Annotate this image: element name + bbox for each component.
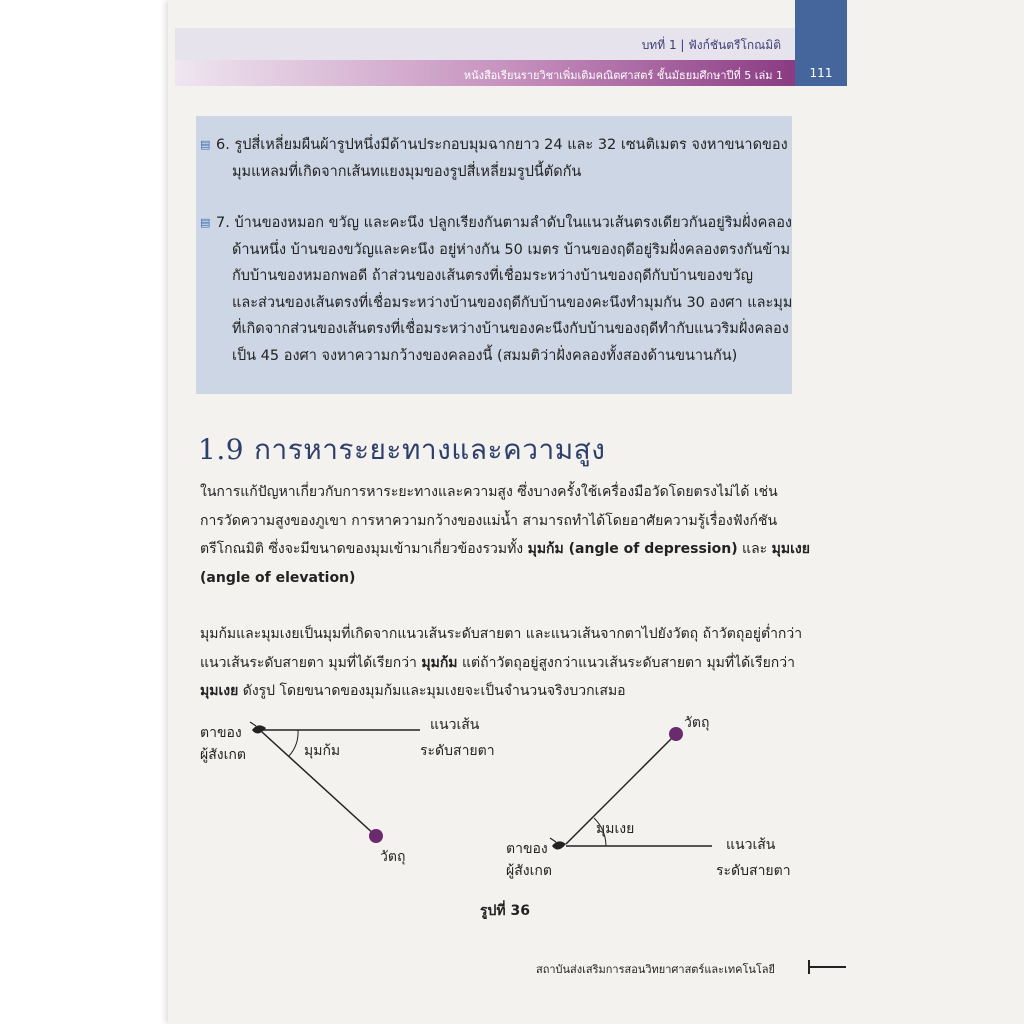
text-span: ดังรูป โดยขนาดของมุมก้มและมุมเงยจะเป็นจำนวนจริงบวกเสมอ	[238, 683, 626, 699]
right-line-label-1: แนวเส้น	[726, 837, 776, 853]
left-eye-icon	[250, 722, 266, 734]
left-object-dot	[369, 829, 383, 843]
elevation-angle-label: มุมเงย	[596, 821, 635, 837]
right-eye-label-2: ผู้สังเกต	[506, 863, 552, 879]
left-line-label-1: แนวเส้น	[430, 717, 480, 733]
footer-line	[808, 966, 846, 968]
computer-icon: ▤	[200, 138, 211, 151]
computer-icon: ▤	[200, 216, 211, 229]
paragraph-1-line-2: การวัดความสูงของภูเขา การหาความกว้างของแม่น้ำ สามารถทำได้โดยอาศัยความรู้เรื่องฟังก์ชัน	[200, 512, 778, 529]
term-elevation: มุมเงย	[771, 541, 810, 557]
term-elevation-en: (angle of elevation)	[200, 569, 356, 586]
term-elevation: มุมเงย	[200, 683, 239, 699]
exercise-7-line-1: 7. บ้านของหมอก ขวัญ และคะนึง ปลูกเรียงกันตามลำดับในแนวเส้นตรงเดียวกันอยู่ริมฝั่งคลอง	[216, 215, 792, 231]
left-eye-label-1: ตาของ	[200, 725, 242, 741]
text-span: แต่ถ้าวัตถุอยู่สูงกว่าแนวเส้นระดับสายตา มุมที่ได้เรียกว่า	[457, 654, 795, 671]
right-eye-label-1: ตาของ	[506, 841, 548, 857]
exercise-7-line-3: กับบ้านของหมอกพอดี ถ้าส่วนของเส้นตรงที่เชื่อมระหว่างบ้านของฤดีกับบ้านของขวัญ	[232, 268, 753, 284]
section-number: 1.9	[198, 433, 245, 466]
exercise-6-line-1: 6. รูปสี่เหลี่ยมผืนผ้ารูปหนึ่งมีด้านประกอบมุมฉากยาว 24 และ 32 เซนติเมตร จงหาขนาดของ	[216, 137, 788, 153]
footer-publisher: สถาบันส่งเสริมการสอนวิทยาศาสตร์และเทคโนโลยี	[536, 963, 775, 976]
left-eye-label-2: ผู้สังเกต	[200, 747, 246, 763]
exercise-7-line-4: และส่วนของเส้นตรงที่เชื่อมระหว่างบ้านของฤดีกับบ้านของคะนึงทำมุมกัน 30 องศา และมุม	[232, 294, 793, 311]
left-object-label: วัตถุ	[380, 849, 406, 865]
exercise-6-line-2: มุมแหลมที่เกิดจากเส้นทแยงมุมของรูปสี่เหลี่ยมรูปนี้ตัดกัน	[232, 163, 582, 180]
page-number: 111	[809, 66, 833, 80]
right-eye-icon	[550, 838, 566, 850]
text-span: และ	[737, 541, 772, 557]
chapter-title: บทที่ 1 | ฟังก์ชันตรีโกณมิติ	[641, 38, 781, 52]
term-depression: มุมก้ม (angle of depression)	[527, 541, 738, 557]
exercise-7-line-2: ด้านหนึ่ง บ้านของขวัญและคะนึง อยู่ห่างกัน 50 เมตร บ้านของฤดีอยู่ริมฝั่งคลองตรงกันข้าม	[232, 241, 791, 258]
term-depression: มุมก้ม	[421, 654, 458, 671]
depression-angle-label: มุมก้ม	[304, 743, 341, 759]
book-title: หนังสือเรียนรายวิชาเพิ่มเติมคณิตศาสตร์ ชั้นมัธยมศึกษาปีที่ 5 เล่ม 1	[463, 69, 783, 82]
paragraph-2-line-1: มุมก้มและมุมเงยเป็นมุมที่เกิดจากแนวเส้นระดับสายตา และแนวเส้นจากตาไปยังวัตถุ ถ้าวัตถุอยู่ต่ำกว่า	[200, 626, 803, 642]
text-span: ตรีโกณมิติ ซึ่งจะมีขนาดของมุมเข้ามาเกี่ยวข้องรวมทั้ง	[200, 541, 528, 557]
section-title: การหาระยะทางและความสูง	[254, 433, 606, 466]
text-span: แนวเส้นระดับสายตา มุมที่ได้เรียกว่า	[200, 654, 422, 671]
left-line-label-2: ระดับสายตา	[420, 743, 495, 759]
depression-angle-arc	[289, 730, 298, 756]
paragraph-1-line-1: ในการแก้ปัญหาเกี่ยวกับการหาระยะทางและความสูง ซึ่งบางครั้งใช้เครื่องมือวัดโดยตรงไม่ได้ เช่น	[200, 484, 778, 500]
figure-caption: รูปที่ 36	[480, 903, 530, 919]
exercise-7-line-6: เป็น 45 องศา จงหาความกว้างของคลองนี้ (สมมติว่าฝั่งคลองทั้งสองด้านขนานกัน)	[232, 347, 738, 364]
right-object-label: วัตถุ	[684, 715, 710, 731]
right-object-dot	[669, 727, 683, 741]
exercise-7-line-5: ที่เกิดจากส่วนของเส้นตรงที่เชื่อมระหว่างบ้านของคะนึงกับบ้านของฤดีทำกับแนวริมฝั่งคลอง	[232, 321, 789, 337]
right-line-label-2: ระดับสายตา	[716, 863, 791, 879]
